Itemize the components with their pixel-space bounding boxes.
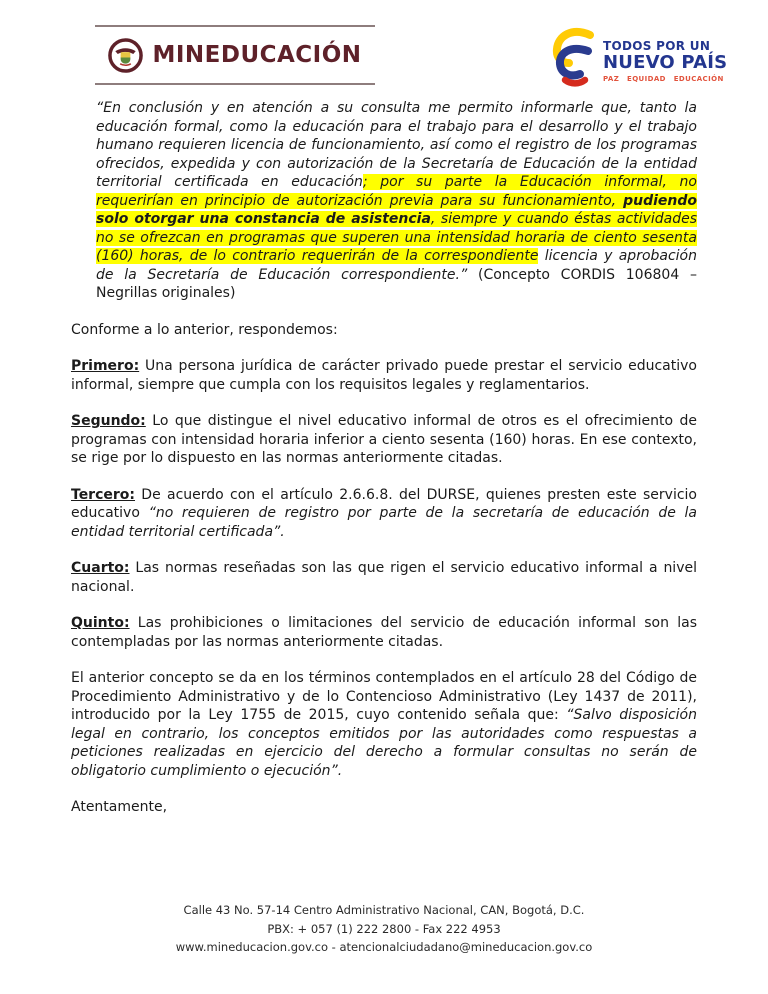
- footer-address: Calle 43 No. 57-14 Centro Administrativo Nacional, CAN, Bogotá, D.C.: [183, 903, 585, 917]
- footer-web-email: www.mineducacion.gov.co - atencionalciudadano@mineducacion.gov.co: [175, 940, 593, 954]
- paragraph-cuarto: Cuarto: Las normas reseñadas son las que rigen el servicio educativo informal a nivel nacional.: [71, 560, 697, 595]
- letter-body: [71, 99, 697, 835]
- footer: [0, 901, 768, 957]
- paragraph-tercero: Tercero: De acuerdo con el artículo 2.6.6.8. del DURSE, quienes presten este servicio educativo “no requieren de registro por parte de la secretaría de educación de la entidad territorial certificada”.: [71, 486, 697, 540]
- closing-salutation: Atentamente,: [71, 799, 168, 815]
- footer-phone-fax: PBX: + 057 (1) 222 2800 - Fax 222 4953: [267, 921, 501, 936]
- campaign-text: [603, 27, 727, 87]
- paragraph-segundo: Segundo: Lo que distingue el nivel educativo informal de otros es el ofrecimiento de programas con intensidad horaria inferior a ciento sesenta (160) horas. En ese contexto, se rige por lo dispuesto en las normas anteriormente citadas.: [71, 413, 697, 466]
- campaign-line2: NUEVO PAÍS: [603, 52, 728, 73]
- paragraph-legal-basis: El anterior concepto se da en los términos contemplados en el artículo 28 del Código de Procedimiento Administrativo y de lo Contencioso Administrativo (Ley 1437 de 2011), introducido por la Ley 1755 de 2015, cuyo contenido señala que: “Salvo disposición legal en contrario, los conceptos emitidos por las autoridades como respuestas a peticiones realizadas en ejercicio del derecho a formular consultas no serán de obligatorio cumplimiento o ejecución”.: [71, 670, 697, 779]
- paragraph-quinto: Quinto: Las prohibiciones o limitaciones del servicio de educación informal son las contempladas por las normas anteriormente citadas.: [71, 615, 697, 650]
- paragraph-intro: Conforme a lo anterior, respondemos:: [71, 321, 338, 338]
- quoted-concept-paragraph: “En conclusión y en atención a su consulta me permito informarle que, tanto la educación formal, como la educación para el trabajo para el desarrollo y el trabajo humano requieren licencia de funcionamiento, así como el registro de los programas ofrecidos, expedida y con autorización de la Secretaría de Educación de la entidad territorial certificada en educación; por su parte la Educación informal, no requerirían en principio de autorización previa para su funcionamiento, pudiendo solo otorgar una constancia de asistencia, siempre y cuando éstas actividades no se ofrezcan en programas que superen una intensidad horaria de ciento sesenta (160) horas, de lo contrario requerirán de la correspondiente licencia y aprobación de la Secretaría de Educación correspondiente.” (Concepto CORDIS 106804 – Negrillas originales): [96, 100, 698, 301]
- campaign-tagline: PAZ EQUIDAD EDUCACIÓN: [603, 75, 724, 83]
- paragraph-primero: Primero: Una persona jurídica de carácter privado puede prestar el servicio educativo informal, siempre que cumpla con los requisitos legales y reglamentarios.: [71, 358, 697, 393]
- mineducacion-logo: [95, 25, 375, 85]
- nuevo-pais-ribbon-icon: [552, 27, 598, 87]
- campaign-line1: TODOS POR UN: [603, 39, 711, 53]
- colombia-coat-of-arms-icon: [108, 38, 143, 73]
- ministry-name: MINEDUCACIÓN: [152, 42, 362, 68]
- nuevo-pais-logo: [552, 27, 727, 87]
